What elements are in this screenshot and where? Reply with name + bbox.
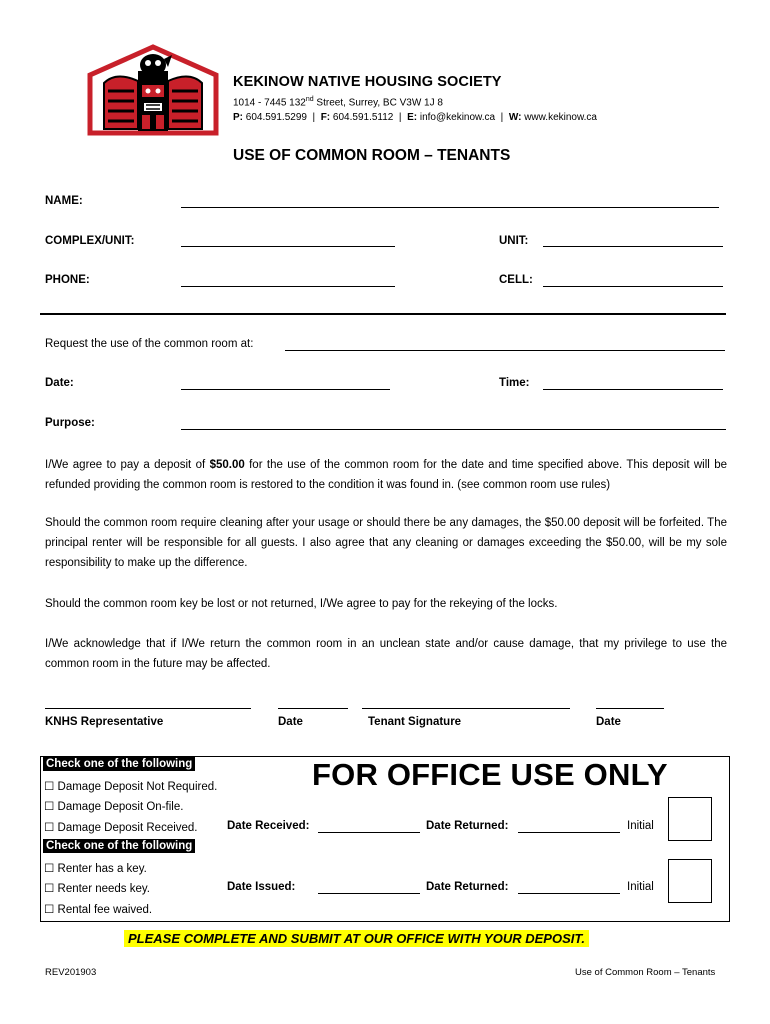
cleaning-paragraph: Should the common room require cleaning after your usage or should there be any damages, the $50.00 deposit will be forfeited. The principal renter will be responsible for all guests. I also agree that any cleaning or damages exceeding the $50.00, will be my sole responsibility to make up the difference.	[45, 517, 727, 569]
tenant-signature-label: Tenant Signature	[368, 716, 462, 728]
rep-date-label: Date	[278, 716, 303, 728]
name-label: NAME:	[45, 195, 83, 207]
option-renter-needs-key[interactable]: ☐ Renter needs key.	[44, 883, 150, 895]
checkbox-icon[interactable]: ☐	[44, 822, 55, 834]
time-label: Time:	[499, 377, 530, 389]
request-field[interactable]	[285, 350, 725, 351]
tenant-date-field[interactable]	[596, 708, 664, 709]
date-returned-field[interactable]	[518, 832, 620, 833]
option-renter-has-key[interactable]: ☐ Renter has a key.	[44, 863, 147, 875]
checkbox-icon[interactable]: ☐	[44, 801, 55, 813]
tenant-signature-field[interactable]	[362, 708, 570, 709]
checkbox-icon[interactable]: ☐	[44, 781, 55, 793]
rep-date-field[interactable]	[278, 708, 348, 709]
request-label: Request the use of the common room at:	[45, 338, 254, 350]
date-issued-label: Date Issued:	[227, 881, 296, 893]
section-divider	[40, 313, 726, 315]
date-label: Date:	[45, 377, 74, 389]
key-date-returned-label: Date Returned:	[426, 881, 509, 893]
time-field[interactable]	[543, 389, 723, 390]
option-rental-fee-waived[interactable]: ☐ Rental fee waived.	[44, 904, 153, 916]
option-deposit-on-file[interactable]: ☐ Damage Deposit On-file.	[44, 801, 184, 813]
date-received-label: Date Received:	[227, 820, 310, 832]
office-use-title: FOR OFFICE USE ONLY	[312, 757, 668, 792]
phone-field[interactable]	[181, 286, 395, 287]
cell-field[interactable]	[543, 286, 723, 287]
unit-label: UNIT:	[499, 235, 529, 247]
cell-label: CELL:	[499, 274, 533, 286]
rep-signature-label: KNHS Representative	[45, 716, 164, 728]
name-field[interactable]	[181, 207, 719, 208]
key-paragraph: Should the common room key be lost or not returned, I/We agree to pay for the rekeying of the locks.	[45, 598, 558, 610]
initial-box-deposit[interactable]	[668, 797, 712, 841]
form-title: USE OF COMMON ROOM – TENANTS	[233, 147, 511, 164]
date-field[interactable]	[181, 389, 390, 390]
unit-field[interactable]	[543, 246, 723, 247]
initial-box-key[interactable]	[668, 859, 712, 903]
checkbox-icon[interactable]: ☐	[44, 904, 55, 916]
option-deposit-not-required[interactable]: ☐ Damage Deposit Not Required.	[44, 781, 218, 793]
checkbox-icon[interactable]: ☐	[44, 883, 55, 895]
date-returned-label: Date Returned:	[426, 820, 509, 832]
phone-label: PHONE:	[45, 274, 90, 286]
option-deposit-received[interactable]: ☐ Damage Deposit Received.	[44, 822, 198, 834]
org-name: KEKINOW NATIVE HOUSING SOCIETY	[233, 74, 502, 90]
submit-banner: PLEASE COMPLETE AND SUBMIT AT OUR OFFICE WITH YOUR DEPOSIT.	[124, 930, 589, 947]
complex-unit-field[interactable]	[181, 246, 395, 247]
initial-label: Initial	[627, 820, 654, 832]
key-initial-label: Initial	[627, 881, 654, 893]
footer-doc-title: Use of Common Room – Tenants	[575, 967, 716, 978]
key-check-heading: Check one of the following	[43, 839, 195, 853]
revision-code: REV201903	[45, 967, 97, 978]
date-received-field[interactable]	[318, 832, 420, 833]
society-logo	[86, 41, 220, 137]
privilege-paragraph: I/We acknowledge that if I/We return the common room in an unclean state and/or cause damage, that my privilege to use the common room in the future may be affected.	[45, 638, 727, 670]
date-issued-field[interactable]	[318, 893, 420, 894]
tenant-date-label: Date	[596, 716, 621, 728]
checkbox-icon[interactable]: ☐	[44, 863, 55, 875]
complex-unit-label: COMPLEX/UNIT:	[45, 235, 135, 247]
rep-signature-field[interactable]	[45, 708, 251, 709]
org-contact: P: 604.591.5299 | F: 604.591.5112 | E: info@kekinow.ca | W: www.kekinow.ca	[233, 112, 597, 123]
key-date-returned-field[interactable]	[518, 893, 620, 894]
deposit-check-heading: Check one of the following	[43, 757, 195, 771]
deposit-paragraph: I/We agree to pay a deposit of $50.00 for the use of the common room for the date and time specified above. This deposit will be refunded providing the common room is restored to the condition it was found in. (see common room use rules)	[45, 459, 727, 491]
purpose-field[interactable]	[181, 429, 726, 430]
purpose-label: Purpose:	[45, 417, 95, 429]
org-address: 1014 - 7445 132nd Street, Surrey, BC V3W 1J 8	[233, 96, 443, 109]
